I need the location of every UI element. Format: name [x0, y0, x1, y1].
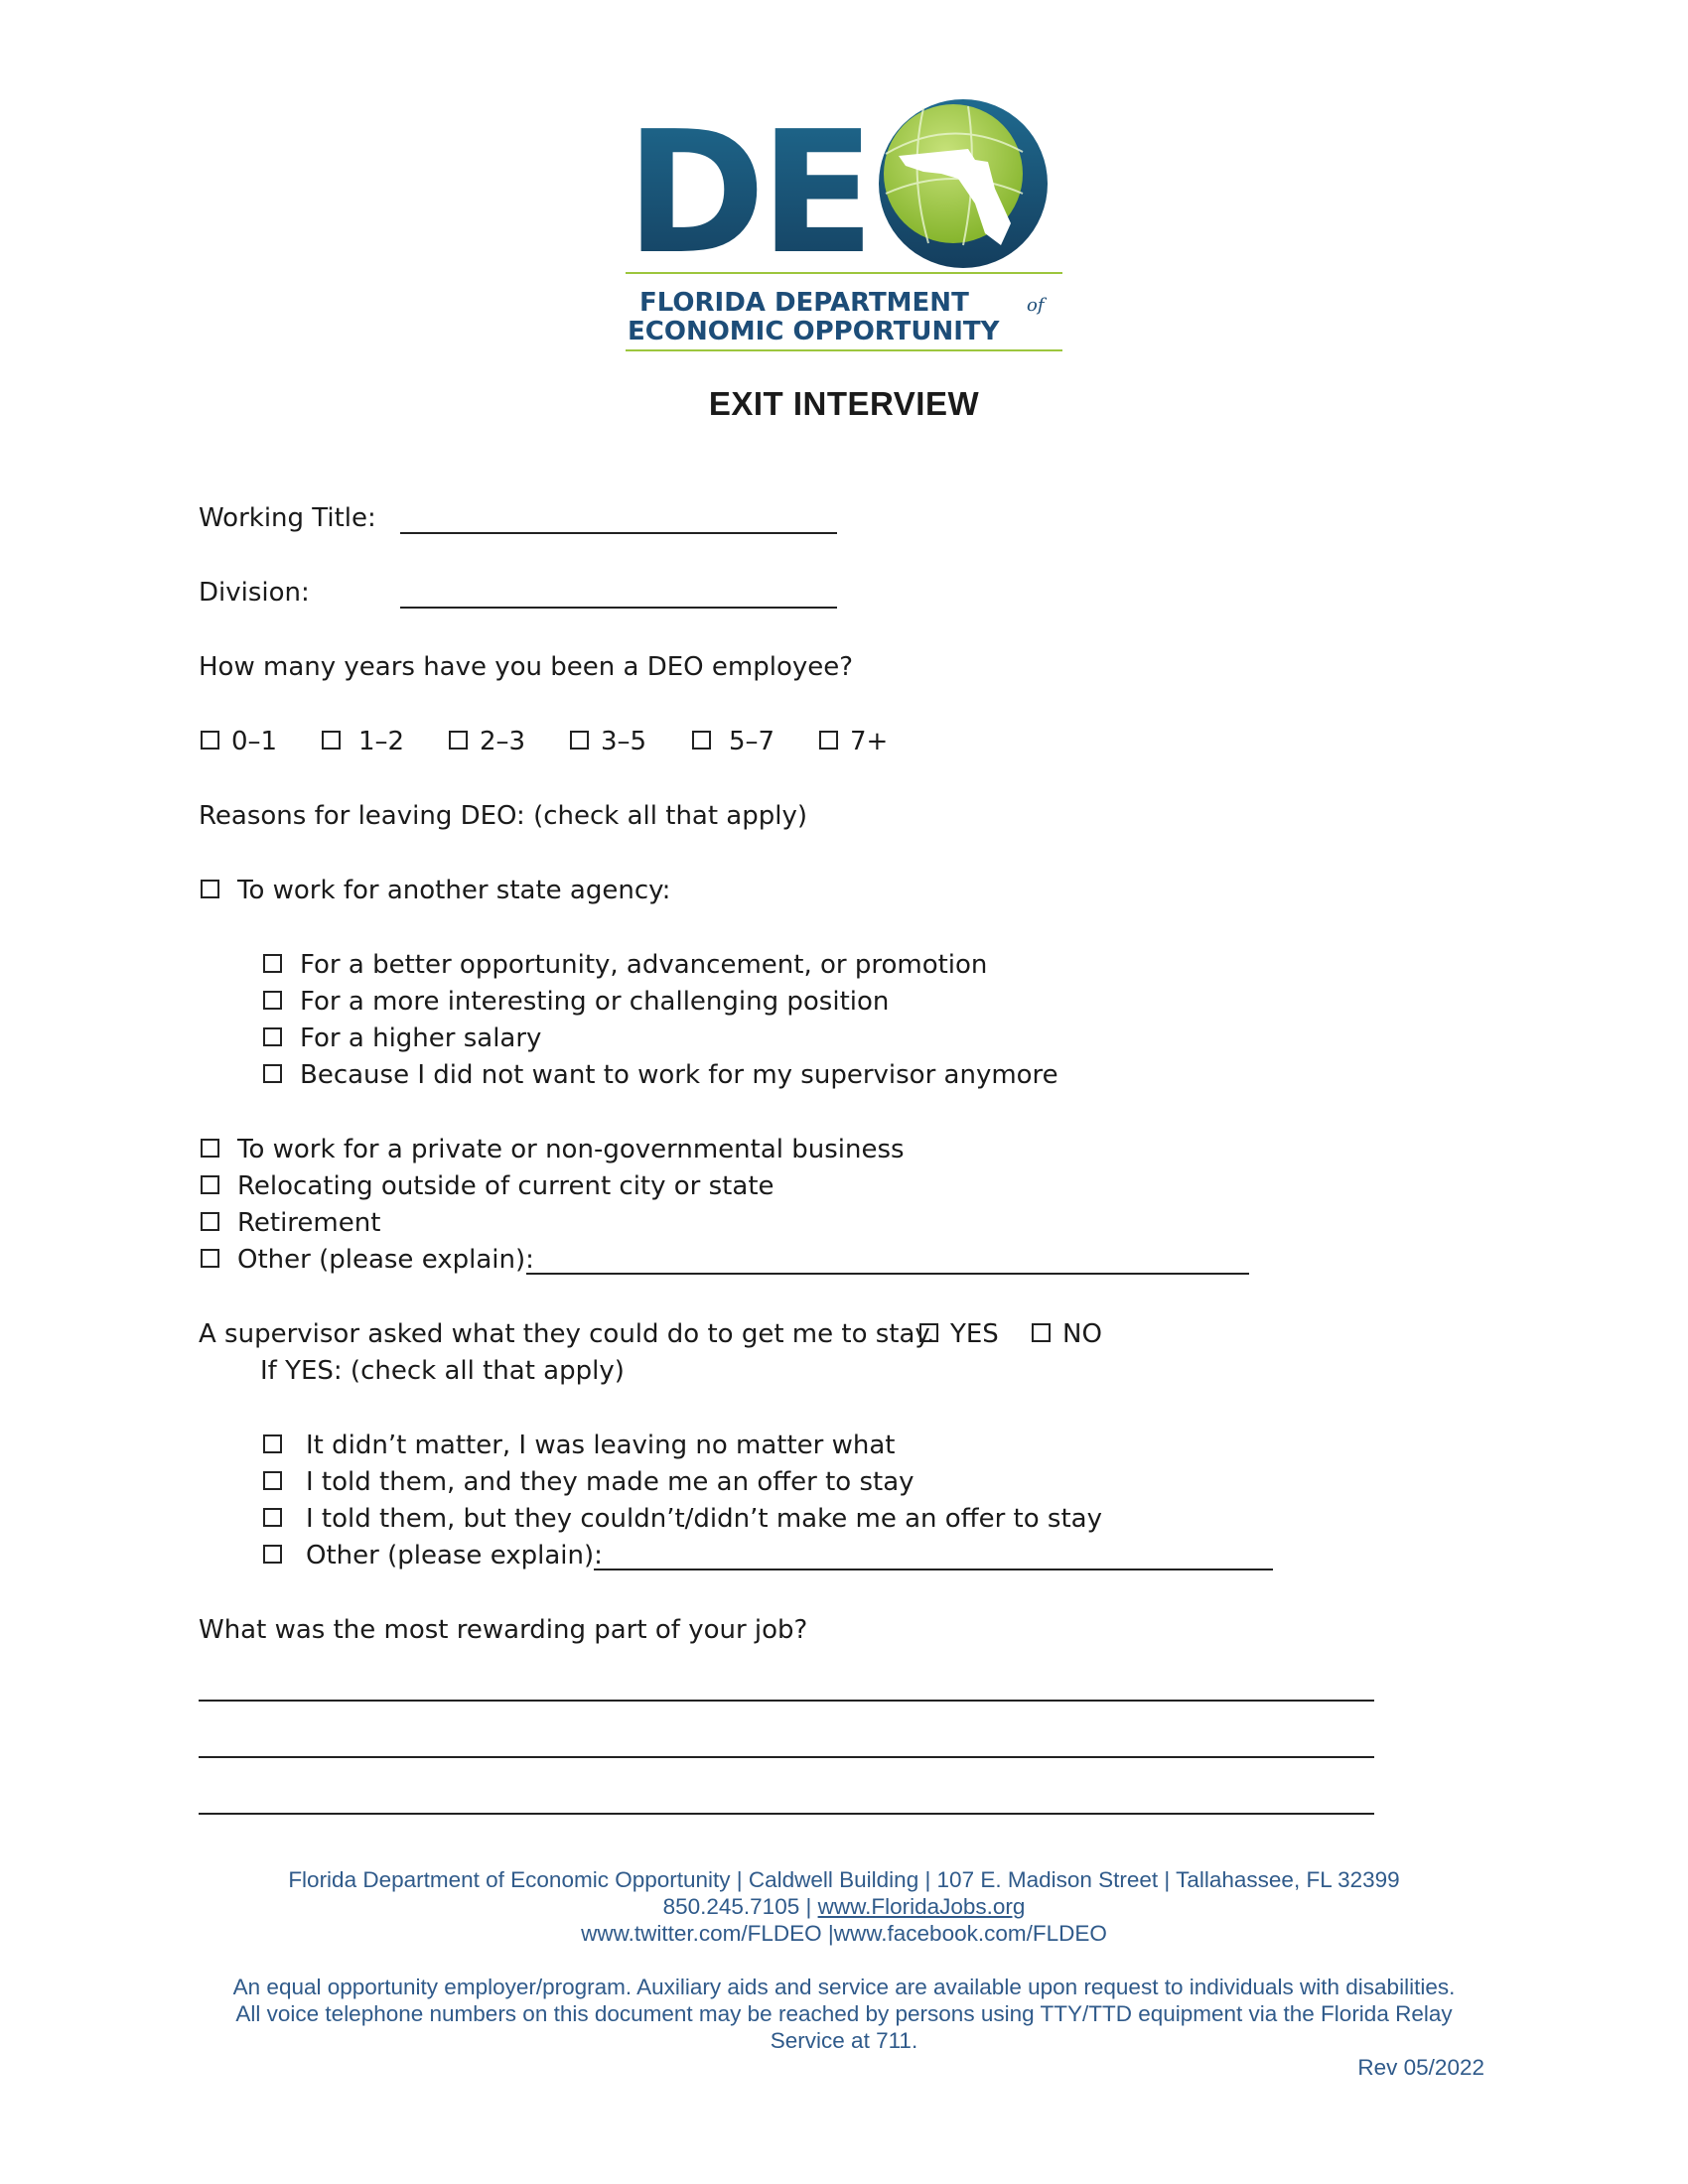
years-option-5[interactable]: 7+ — [819, 726, 888, 757]
checkbox[interactable] — [570, 731, 589, 750]
supervisor-no[interactable]: NO — [1032, 1318, 1102, 1350]
if-yes-heading: If YES: (check all that apply) — [260, 1356, 625, 1386]
checkbox[interactable] — [322, 731, 341, 750]
reason-sub-0[interactable]: For a better opportunity, advancement, or promotion — [263, 949, 987, 981]
checkbox[interactable] — [263, 991, 282, 1010]
reason-other-2[interactable]: Retirement — [201, 1207, 380, 1239]
working-title-label: Working Title: — [199, 503, 376, 533]
footer-eeo-3: Service at 711. — [770, 2028, 918, 2053]
reasons-heading: Reasons for leaving DEO: (check all that apply) — [199, 801, 808, 831]
checkbox[interactable] — [263, 1471, 282, 1490]
reason-state-agency[interactable]: To work for another state agency: — [201, 875, 670, 906]
checkbox[interactable] — [1032, 1323, 1051, 1342]
footer-eeo-2: All voice telephone numbers on this document may be reached by persons using TTY/TTD equipment via the Florida Relay — [235, 2001, 1453, 2026]
checkbox[interactable] — [201, 880, 219, 898]
checkbox[interactable] — [201, 1139, 219, 1158]
stay-option-3[interactable]: Other (please explain): — [263, 1540, 603, 1571]
checkbox[interactable] — [449, 731, 468, 750]
checkbox[interactable] — [201, 731, 219, 750]
checkbox[interactable] — [692, 731, 711, 750]
answer-line-1[interactable] — [199, 1700, 1374, 1702]
globe-icon — [879, 99, 1048, 268]
reason-sub-1[interactable]: For a more interesting or challenging position — [263, 986, 889, 1018]
stay-option-1[interactable]: I told them, and they made me an offer to stay — [263, 1466, 914, 1498]
reason-sub-2[interactable]: For a higher salary — [263, 1023, 541, 1054]
stay-other-explain-field[interactable] — [594, 1569, 1273, 1570]
footer-contact — [0, 1893, 1688, 1920]
years-question: How many years have you been a DEO employee? — [199, 652, 854, 682]
supervisor-yes[interactable]: YES — [919, 1318, 999, 1350]
reason-other-1[interactable]: Relocating outside of current city or state — [201, 1170, 774, 1202]
deo-logo — [626, 94, 1062, 352]
footer-eeo-1: An equal opportunity employer/program. Auxiliary aids and service are available upon request to individuals with disabilities. — [232, 1975, 1456, 1999]
years-option-1[interactable]: 1–2 — [322, 726, 404, 757]
footer-website-link[interactable]: www.FloridaJobs.org — [817, 1894, 1026, 1919]
checkbox[interactable] — [201, 1249, 219, 1268]
reason-sub-3[interactable]: Because I did not want to work for my supervisor anymore — [263, 1059, 1058, 1091]
logo-letters: DE — [626, 95, 870, 292]
revision-date: Rev 05/2022 — [1357, 2055, 1484, 2080]
logo-line1: FLORIDA DEPARTMENT — [639, 288, 969, 318]
rewarding-question: What was the most rewarding part of your job? — [199, 1615, 808, 1645]
footer-social: www.twitter.com/FLDEO |www.facebook.com/FLDEO — [581, 1921, 1107, 1946]
division-field[interactable] — [400, 607, 837, 609]
logo-line2: ECONOMIC OPPORTUNITY — [628, 317, 1000, 346]
checkbox[interactable] — [263, 1434, 282, 1453]
years-option-0[interactable]: 0–1 — [201, 726, 277, 757]
years-option-4[interactable]: 5–7 — [692, 726, 774, 757]
answer-line-3[interactable] — [199, 1813, 1374, 1815]
years-option-3[interactable]: 3–5 — [570, 726, 646, 757]
reason-other-3[interactable]: Other (please explain): — [201, 1244, 534, 1276]
checkbox[interactable] — [263, 1508, 282, 1527]
checkbox[interactable] — [201, 1212, 219, 1231]
checkbox[interactable] — [819, 731, 838, 750]
supervisor-question: A supervisor asked what they could do to get me to stay. — [199, 1319, 935, 1349]
checkbox[interactable] — [263, 1064, 282, 1083]
division-label: Division: — [199, 578, 310, 608]
checkbox[interactable] — [919, 1323, 938, 1342]
logo-of: of — [1027, 295, 1045, 316]
footer-phone: 850.245.7105 | — [662, 1894, 812, 1919]
checkbox[interactable] — [263, 1545, 282, 1564]
checkbox[interactable] — [263, 1027, 282, 1046]
footer-address: Florida Department of Economic Opportunity | Caldwell Building | 107 E. Madison Street | Tallahassee, FL 32399 — [288, 1867, 1400, 1892]
page-title: EXIT INTERVIEW — [708, 385, 980, 422]
stay-option-0[interactable]: It didn’t matter, I was leaving no matter what — [263, 1430, 896, 1461]
reason-other-0[interactable]: To work for a private or non-governmental business — [201, 1134, 905, 1165]
answer-line-2[interactable] — [199, 1756, 1374, 1758]
working-title-field[interactable] — [400, 532, 837, 534]
stay-option-2[interactable]: I told them, but they couldn’t/didn’t make me an offer to stay — [263, 1503, 1102, 1535]
checkbox[interactable] — [263, 954, 282, 973]
years-option-2[interactable]: 2–3 — [449, 726, 525, 757]
reason-other-explain-field[interactable] — [526, 1273, 1249, 1275]
checkbox[interactable] — [201, 1175, 219, 1194]
